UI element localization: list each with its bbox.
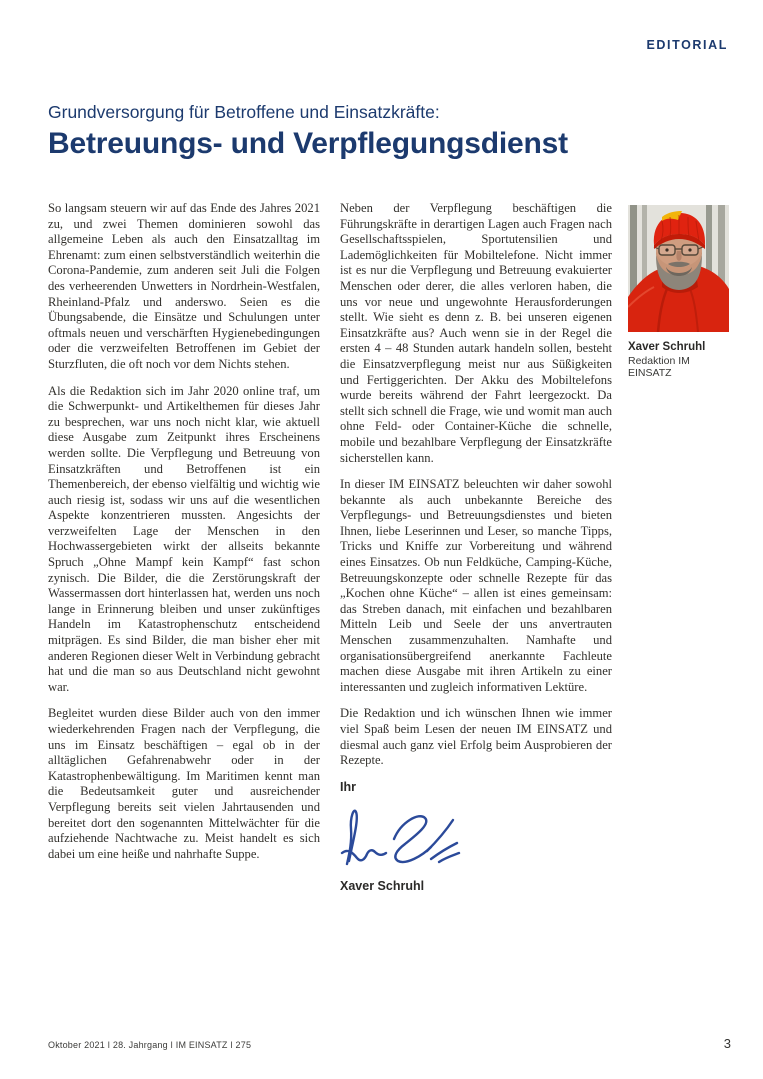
photo-caption-role: Redaktion IM EINSATZ xyxy=(628,355,690,379)
paragraph: Als die Redaktion sich im Jahr 2020 online traf, um die Schwerpunkt- und Artikelthemen für dieses Jahr zu besprechen, war uns noch nicht klar, wie aktuell diese Ausgabe zum Zeitpunkt ihres Erscheinens werden sollte. Die Verpflegung und Betreuung von Einsatzkräften und Betroffenen ist ein Themenbereich, der ebenso vielfältig und wichtig wie auch riesig ist, sodass wir uns auf die wesentlichen Aspekte konzentrieren mussten. Angesichts der verzweifelten Lage der Menschen in den Hochwassergebieten wirkt der allseits bekannte Spruch „Ohne Mampf kein Kampf“ fast schon zynisch. Die Bilder, die die Zerstörungskraft der Wassermassen dort hinterlassen hat, werden uns noch lange in Erinnerung bleiben und unser zukünftiges Handeln im Katastrophenschutz entscheidend mitprägen. Es sind Bilder, die man bisher eher mit anderen Regionen dieser Welt in Verbindung gebracht hat und die man so aus Deutschland nicht gewohnt war. xyxy=(48,383,321,694)
paragraph: Begleitet wurden diese Bilder auch von den immer wiederkehrenden Fragen nach der Verpflegung, die uns im Einsatz beschäftigen – egal ob in der alltäglichen Gefahrenabwehr oder in der Katastrophenbewältigung. Im Maritimen kennt man die Bedeutsamkeit guter und ausreichender Verpflegung bereits seit vielen Jahrtausenden und bereitet dort den sogenannten Mittelwächter für die aufziehende Nachtwache zu. Meist handelt es sich dabei um eine heiße und nahrhafte Suppe. xyxy=(48,706,320,861)
article-subtitle: Grundversorgung für Betroffene und Einsatzkräfte: xyxy=(48,102,440,122)
paragraph: Neben der Verpflegung beschäftigen die Führungskräfte in derartigen Lagen auch Fragen nach Gesellschaftsspielen, Sportutensilien und Lademöglichkeiten für Mobiltelefone. Nicht immer ist es nur die Verpflegung und Betreuung evakuierter Menschen oder derer, die alles verloren haben, die uns vor neue und ungewohnte Herausforderungen stellt. Wie sieht es denn z. B. bei unseren eigenen Einsatzkräfte aus? Auch wenn sie in der Regel die ersten 4 – 48 Stunden autark handeln sollen, besteht die Einsatzverpflegung meist nur aus Süßigkeiten und Fertiggerichten. Der Akku des Mobiltelefons wurde bereits während der Fahrt leergezockt. Da stellt sich schnell die Frage, wie und womit man auch ohne Feld- oder Container-Küche die schnelle, mobile und bezahlbare Verpflegung der Einsatzkräfte sicherstellen kann. xyxy=(340,201,612,465)
article-body xyxy=(48,201,612,895)
article-title: Betreuungs- und Verpflegungsdienst xyxy=(48,127,568,160)
footer-issue-info: Oktober 2021 ǀ 28. Jahrgang ǀ IM EINSATZ ǀ 275 xyxy=(48,1040,252,1050)
section-kicker: EDITORIAL xyxy=(646,38,728,52)
paragraph: In dieser IM EINSATZ beleuchten wir daher sowohl bekannte als auch unbekannte Bereiche des Verpflegungs- und Betreuungsdienstes und bieten Ihnen, liebe Leserinnen und Leser, so manche Tipps, Tricks und Kniffe zur Vorbereitung und während eines Einsatzes. Ob nun Feldküche, Camping-Küche, Betreuungskonzepte oder schnelle Rezepte für das „Kochen ohne Küche“ – allen ist eines gemeinsam: das Streben danach, mit einfachen und bezahlbaren Mitteln Leib und Seele der uns anvertrauten Menschen zusammenzuhalten. Namhafte und organisationsübergreifend anerkannte Fachleute machen diese Ausgabe mit ihren Artikeln zu einer interessanten und zugleich informativen Lektüre. xyxy=(340,477,612,694)
text-column-right xyxy=(340,201,612,895)
paragraph: So langsam steuern wir auf das Ende des Jahres 2021 zu, und zwei Themen dominieren sowohl das allgemeine Leben als auch den Einsatzalltag im Ehrenamt: zum einen selbstverständlich weiterhin die Corona-Pandemie, zum anderen seit Juli die Folgen des verheerenden Unwetters in Nordrhein-Westfalen, Rheinland-Pfalz und anderswo. Seien es die Übungsabende, die Einsätze und Schulungen unter oftmals neuen und verschärften Hygienebedingungen oder die verzweifelten Betroffenen im Gebiet der Sturzfluten, die oft noch vor dem Nichts stehen. xyxy=(48,201,320,371)
photo-caption-name: Xaver Schruhl xyxy=(628,341,706,353)
author-portrait-photo xyxy=(628,205,729,332)
handwritten-signature xyxy=(338,803,468,875)
signed-name: Xaver Schruhl xyxy=(340,879,425,894)
footer-page-number: 3 xyxy=(723,1036,731,1051)
closing-salutation: Ihr xyxy=(340,779,356,794)
text-column-left xyxy=(48,201,320,895)
author-photo-block xyxy=(628,205,729,379)
page-footer xyxy=(48,1036,731,1051)
paragraph: Die Redaktion und ich wünschen Ihnen wie immer viel Spaß beim Lesen der neuen IM EINSATZ und diesmal auch ganz viel Erfolg beim Ausprobieren der Rezepte. xyxy=(340,706,612,768)
